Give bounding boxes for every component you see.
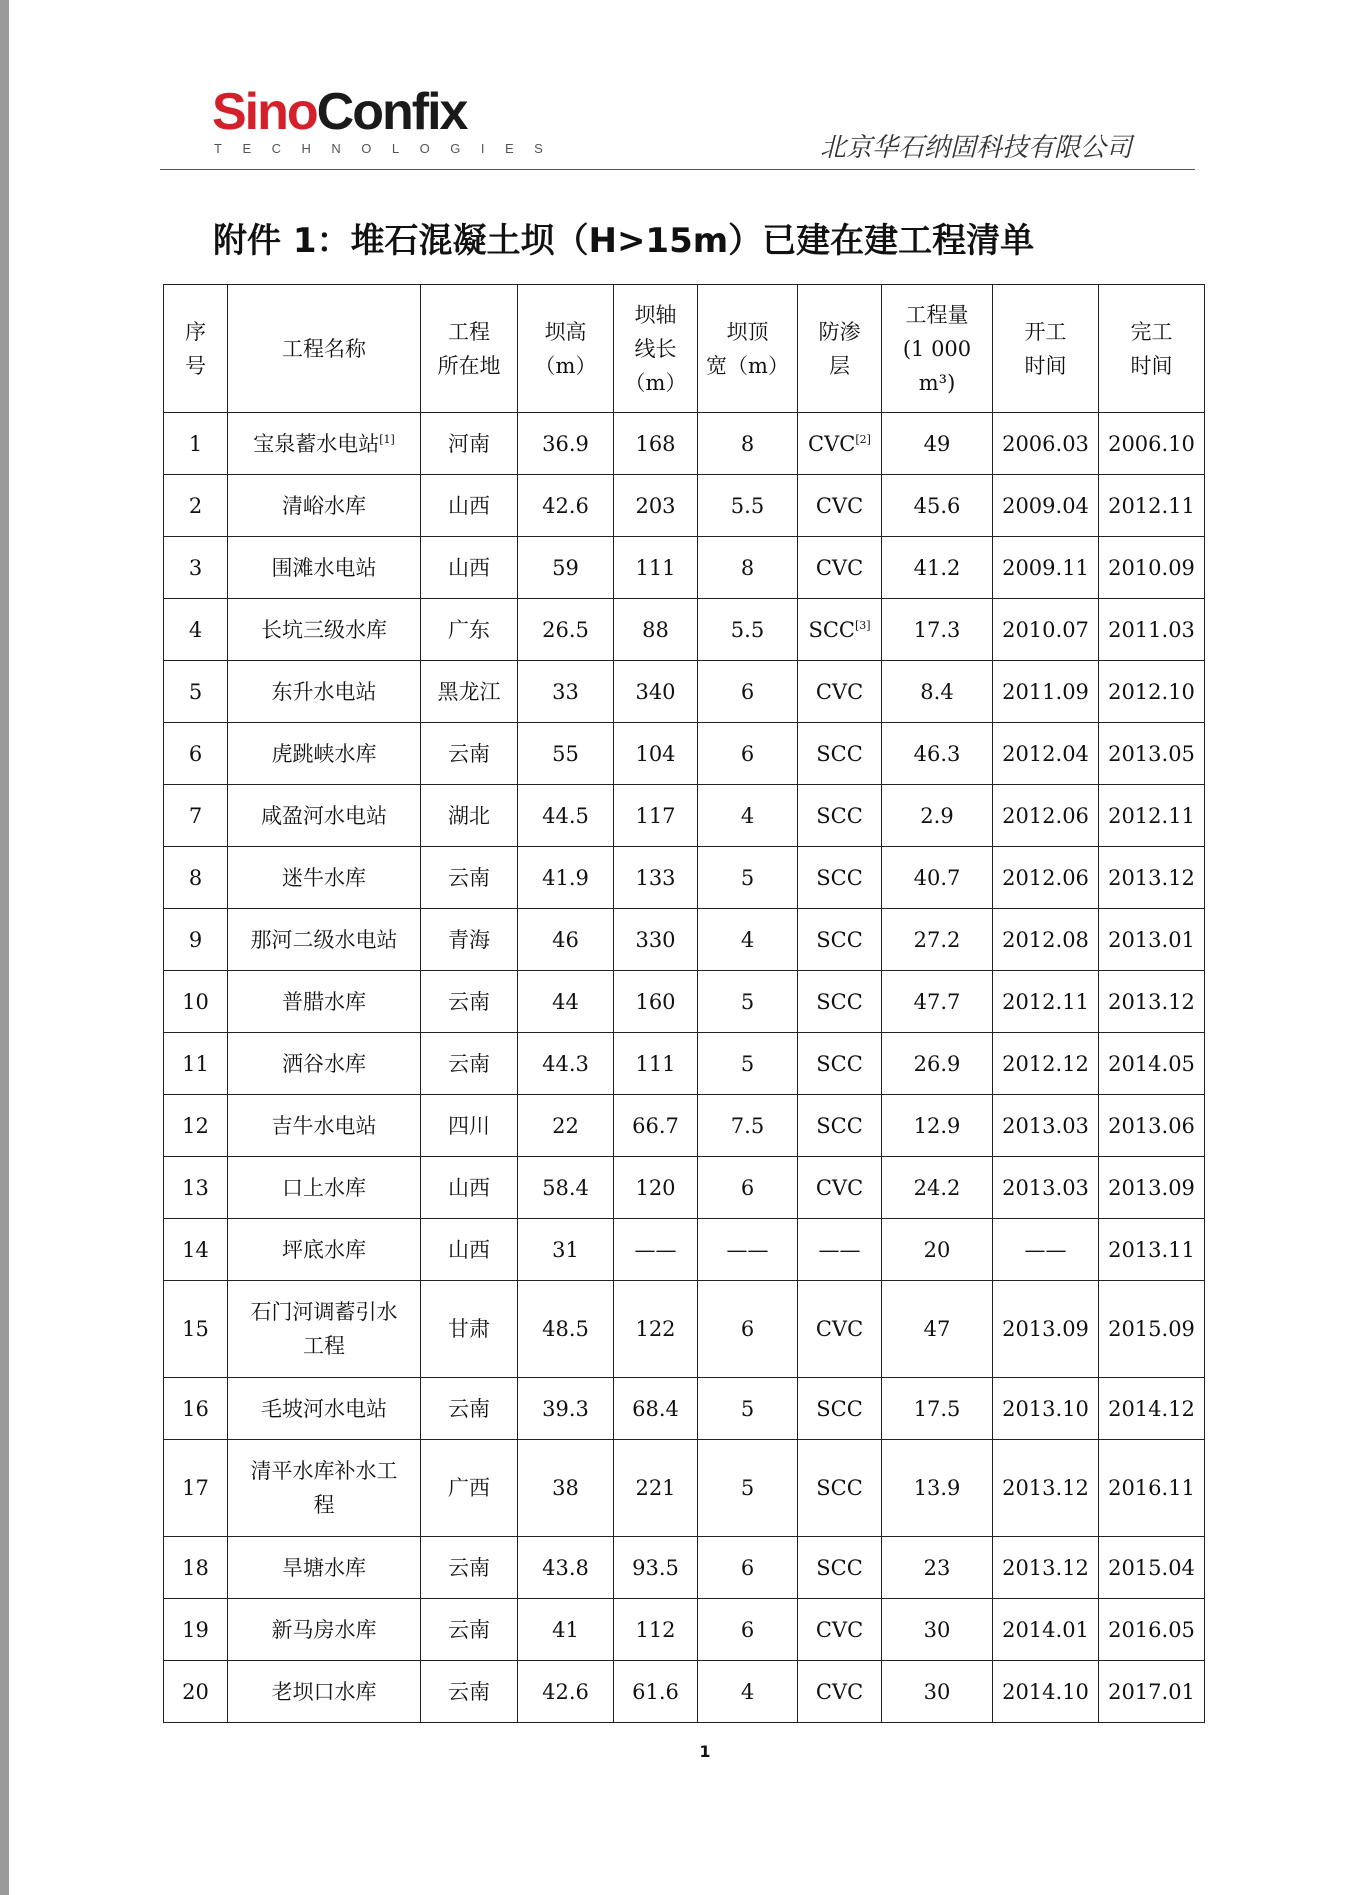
cell-location: 河南 bbox=[421, 413, 518, 475]
cell-seepage: SCC bbox=[798, 971, 882, 1033]
header-label: 宽（m） bbox=[706, 353, 789, 378]
cell-start: 2012.11 bbox=[993, 971, 1099, 1033]
cell-crest-width: 6 bbox=[698, 661, 798, 723]
header-label: 坝轴 bbox=[634, 302, 677, 327]
cell-axis-length: 122 bbox=[614, 1281, 698, 1378]
header-label: （m） bbox=[534, 353, 597, 378]
cell-axis-length: 221 bbox=[614, 1440, 698, 1537]
cell-start: —— bbox=[993, 1219, 1099, 1281]
table-row bbox=[164, 785, 1205, 847]
table-row bbox=[164, 1281, 1205, 1378]
cell-height: 41.9 bbox=[518, 847, 614, 909]
cell-axis-length: 111 bbox=[614, 537, 698, 599]
table-row bbox=[164, 909, 1205, 971]
cell-crest-width: 7.5 bbox=[698, 1095, 798, 1157]
cell-location: 云南 bbox=[421, 1537, 518, 1599]
cell-height: 26.5 bbox=[518, 599, 614, 661]
cell-crest-width: 5.5 bbox=[698, 475, 798, 537]
cell-start: 2013.09 bbox=[993, 1281, 1099, 1378]
cell-quantity: 45.6 bbox=[882, 475, 993, 537]
cell-location: 广西 bbox=[421, 1440, 518, 1537]
cell-location: 云南 bbox=[421, 1378, 518, 1440]
table-row bbox=[164, 1599, 1205, 1661]
cell-location: 云南 bbox=[421, 1661, 518, 1723]
cell-crest-width: —— bbox=[698, 1219, 798, 1281]
cell-axis-length: 68.4 bbox=[614, 1378, 698, 1440]
header-col-axis-length bbox=[614, 285, 698, 413]
cell-end: 2013.12 bbox=[1099, 847, 1205, 909]
cell-no: 13 bbox=[164, 1157, 228, 1219]
table-row bbox=[164, 971, 1205, 1033]
header-label: 层 bbox=[829, 353, 850, 378]
page-number: 1 bbox=[699, 1742, 711, 1761]
cell-location: 云南 bbox=[421, 847, 518, 909]
cell-axis-length: 168 bbox=[614, 413, 698, 475]
cell-seepage: SCC bbox=[798, 1537, 882, 1599]
cell-location: 山西 bbox=[421, 1219, 518, 1281]
header-label: 坝高 bbox=[544, 319, 587, 344]
table-row bbox=[164, 1033, 1205, 1095]
cell-height: 44.3 bbox=[518, 1033, 614, 1095]
cell-seepage: CVC bbox=[798, 1661, 882, 1723]
cell-end: 2014.05 bbox=[1099, 1033, 1205, 1095]
cell-name: 老坝口水库 bbox=[228, 1661, 421, 1723]
cell-quantity: 46.3 bbox=[882, 723, 993, 785]
cell-crest-width: 6 bbox=[698, 1537, 798, 1599]
cell-name: 宝泉蓄水电站[1] bbox=[228, 413, 421, 475]
table-row bbox=[164, 1219, 1205, 1281]
table-row bbox=[164, 413, 1205, 475]
cell-no: 3 bbox=[164, 537, 228, 599]
cell-start: 2013.12 bbox=[993, 1537, 1099, 1599]
cell-location: 山西 bbox=[421, 537, 518, 599]
sinoconfix-logo bbox=[212, 83, 564, 156]
cell-height: 41 bbox=[518, 1599, 614, 1661]
cell-no: 18 bbox=[164, 1537, 228, 1599]
header-label: 开工 bbox=[1024, 319, 1067, 344]
table-row bbox=[164, 537, 1205, 599]
cell-no: 5 bbox=[164, 661, 228, 723]
cell-end: 2013.09 bbox=[1099, 1157, 1205, 1219]
footnote-ref: [2] bbox=[855, 432, 871, 446]
cell-location: 湖北 bbox=[421, 785, 518, 847]
header-label: 坝顶 bbox=[726, 319, 769, 344]
cell-location: 云南 bbox=[421, 1599, 518, 1661]
cell-location: 云南 bbox=[421, 971, 518, 1033]
cell-end: 2016.05 bbox=[1099, 1599, 1205, 1661]
cell-height: 48.5 bbox=[518, 1281, 614, 1378]
logo-wordmark bbox=[212, 83, 563, 141]
cell-location: 云南 bbox=[421, 1033, 518, 1095]
cell-axis-length: 112 bbox=[614, 1599, 698, 1661]
cell-quantity: 17.3 bbox=[882, 599, 993, 661]
header-col-name bbox=[228, 285, 421, 413]
cell-axis-length: 61.6 bbox=[614, 1661, 698, 1723]
cell-no: 14 bbox=[164, 1219, 228, 1281]
cell-axis-length: —— bbox=[614, 1219, 698, 1281]
cell-no: 11 bbox=[164, 1033, 228, 1095]
table-row bbox=[164, 723, 1205, 785]
table-row bbox=[164, 1095, 1205, 1157]
header-col-start bbox=[993, 285, 1099, 413]
cell-location: 广东 bbox=[421, 599, 518, 661]
cell-seepage: SCC bbox=[798, 847, 882, 909]
cell-end: 2013.11 bbox=[1099, 1219, 1205, 1281]
cell-name: 口上水库 bbox=[228, 1157, 421, 1219]
cell-name: 清峪水库 bbox=[228, 475, 421, 537]
header-label: 所在地 bbox=[437, 353, 501, 378]
cell-quantity: 26.9 bbox=[882, 1033, 993, 1095]
cell-quantity: 30 bbox=[882, 1661, 993, 1723]
cell-crest-width: 5 bbox=[698, 1033, 798, 1095]
cell-end: 2013.01 bbox=[1099, 909, 1205, 971]
cell-start: 2006.03 bbox=[993, 413, 1099, 475]
cell-seepage: SCC bbox=[798, 1095, 882, 1157]
header-label: 工程量 bbox=[905, 302, 969, 327]
cell-start: 2013.03 bbox=[993, 1095, 1099, 1157]
cell-height: 22 bbox=[518, 1095, 614, 1157]
table-header-row bbox=[164, 285, 1205, 413]
cell-axis-length: 104 bbox=[614, 723, 698, 785]
cell-axis-length: 111 bbox=[614, 1033, 698, 1095]
cell-location: 青海 bbox=[421, 909, 518, 971]
cell-height: 55 bbox=[518, 723, 614, 785]
logo-subtitle: TECHNOLOGIES bbox=[214, 141, 564, 156]
cell-crest-width: 6 bbox=[698, 723, 798, 785]
cell-name: 新马房水库 bbox=[228, 1599, 421, 1661]
cell-crest-width: 8 bbox=[698, 537, 798, 599]
cell-end: 2016.11 bbox=[1099, 1440, 1205, 1537]
cell-crest-width: 5 bbox=[698, 971, 798, 1033]
cell-name: 东升水电站 bbox=[228, 661, 421, 723]
cell-quantity: 40.7 bbox=[882, 847, 993, 909]
cell-crest-width: 8 bbox=[698, 413, 798, 475]
header-label: 时间 bbox=[1130, 353, 1173, 378]
cell-end: 2012.11 bbox=[1099, 475, 1205, 537]
table-row bbox=[164, 1378, 1205, 1440]
cell-height: 39.3 bbox=[518, 1378, 614, 1440]
cell-name: 普腊水库 bbox=[228, 971, 421, 1033]
cell-start: 2013.10 bbox=[993, 1378, 1099, 1440]
header-label: 工程 bbox=[448, 319, 490, 344]
cell-start: 2013.12 bbox=[993, 1440, 1099, 1537]
cell-location: 黑龙江 bbox=[421, 661, 518, 723]
cell-crest-width: 4 bbox=[698, 909, 798, 971]
cell-crest-width: 6 bbox=[698, 1281, 798, 1378]
cell-axis-length: 120 bbox=[614, 1157, 698, 1219]
header-col-quantity bbox=[882, 285, 993, 413]
cell-height: 42.6 bbox=[518, 1661, 614, 1723]
cell-seepage: CVC[2] bbox=[798, 413, 882, 475]
cell-no: 10 bbox=[164, 971, 228, 1033]
cell-end: 2013.12 bbox=[1099, 971, 1205, 1033]
cell-seepage: SCC[3] bbox=[798, 599, 882, 661]
cell-quantity: 8.4 bbox=[882, 661, 993, 723]
cell-name: 石门河调蓄引水 工程 bbox=[228, 1281, 421, 1378]
cell-start: 2011.09 bbox=[993, 661, 1099, 723]
cell-quantity: 41.2 bbox=[882, 537, 993, 599]
cell-quantity: 23 bbox=[882, 1537, 993, 1599]
company-name: 北京华石纳固科技有限公司 bbox=[820, 133, 1133, 163]
cell-start: 2012.08 bbox=[993, 909, 1099, 971]
cell-seepage: CVC bbox=[798, 1157, 882, 1219]
cell-quantity: 30 bbox=[882, 1599, 993, 1661]
cell-seepage: —— bbox=[798, 1219, 882, 1281]
cell-axis-length: 340 bbox=[614, 661, 698, 723]
cell-name: 清平水库补水工 程 bbox=[228, 1440, 421, 1537]
page-edge-bar bbox=[0, 0, 9, 1895]
cell-no: 4 bbox=[164, 599, 228, 661]
cell-no: 17 bbox=[164, 1440, 228, 1537]
cell-end: 2015.04 bbox=[1099, 1537, 1205, 1599]
cell-start: 2014.10 bbox=[993, 1661, 1099, 1723]
cell-name: 咸盈河水电站 bbox=[228, 785, 421, 847]
cell-seepage: SCC bbox=[798, 785, 882, 847]
header-col-no bbox=[164, 285, 228, 413]
cell-start: 2013.03 bbox=[993, 1157, 1099, 1219]
table-body bbox=[164, 413, 1205, 1723]
cell-quantity: 2.9 bbox=[882, 785, 993, 847]
table-row bbox=[164, 1440, 1205, 1537]
header-label: 防渗 bbox=[818, 319, 861, 344]
cell-end: 2014.12 bbox=[1099, 1378, 1205, 1440]
cell-axis-length: 160 bbox=[614, 971, 698, 1033]
footnote-ref: [3] bbox=[854, 618, 871, 632]
cell-crest-width: 4 bbox=[698, 785, 798, 847]
cell-crest-width: 5 bbox=[698, 847, 798, 909]
cell-start: 2012.06 bbox=[993, 847, 1099, 909]
cell-crest-width: 6 bbox=[698, 1157, 798, 1219]
cell-height: 44.5 bbox=[518, 785, 614, 847]
cell-height: 58.4 bbox=[518, 1157, 614, 1219]
cell-location: 山西 bbox=[421, 1157, 518, 1219]
cell-location: 四川 bbox=[421, 1095, 518, 1157]
cell-name: 那河二级水电站 bbox=[228, 909, 421, 971]
table-row bbox=[164, 847, 1205, 909]
cell-name: 长坑三级水库 bbox=[228, 599, 421, 661]
cell-no: 7 bbox=[164, 785, 228, 847]
cell-height: 36.9 bbox=[518, 413, 614, 475]
cell-start: 2010.07 bbox=[993, 599, 1099, 661]
header-label: 号 bbox=[185, 353, 206, 378]
table-row bbox=[164, 1661, 1205, 1723]
cell-axis-length: 330 bbox=[614, 909, 698, 971]
cell-height: 44 bbox=[518, 971, 614, 1033]
footnote-ref: [1] bbox=[379, 432, 395, 446]
table-row bbox=[164, 475, 1205, 537]
table-row bbox=[164, 1537, 1205, 1599]
cell-location: 云南 bbox=[421, 723, 518, 785]
cell-axis-length: 88 bbox=[614, 599, 698, 661]
cell-start: 2012.12 bbox=[993, 1033, 1099, 1095]
cell-name: 吉牛水电站 bbox=[228, 1095, 421, 1157]
cell-quantity: 12.9 bbox=[882, 1095, 993, 1157]
header-label: 工程名称 bbox=[282, 336, 366, 361]
cell-end: 2011.03 bbox=[1099, 599, 1205, 661]
header-label: （m） bbox=[624, 370, 687, 395]
cell-seepage: CVC bbox=[798, 537, 882, 599]
cell-axis-length: 66.7 bbox=[614, 1095, 698, 1157]
cell-start: 2009.11 bbox=[993, 537, 1099, 599]
cell-name: 坪底水库 bbox=[228, 1219, 421, 1281]
cell-axis-length: 117 bbox=[614, 785, 698, 847]
cell-crest-width: 5.5 bbox=[698, 599, 798, 661]
cell-no: 9 bbox=[164, 909, 228, 971]
cell-name: 洒谷水库 bbox=[228, 1033, 421, 1095]
cell-no: 1 bbox=[164, 413, 228, 475]
cell-seepage: SCC bbox=[798, 909, 882, 971]
header-divider bbox=[160, 169, 1195, 170]
logo-confix-text: Confix bbox=[316, 83, 467, 141]
cell-no: 16 bbox=[164, 1378, 228, 1440]
cell-crest-width: 5 bbox=[698, 1378, 798, 1440]
cell-end: 2006.10 bbox=[1099, 413, 1205, 475]
header-label: m³) bbox=[918, 370, 956, 395]
cell-quantity: 27.2 bbox=[882, 909, 993, 971]
cell-height: 31 bbox=[518, 1219, 614, 1281]
cell-end: 2013.05 bbox=[1099, 723, 1205, 785]
header-label: 线长 bbox=[634, 336, 677, 361]
cell-seepage: CVC bbox=[798, 661, 882, 723]
header-label: 完工 bbox=[1130, 319, 1173, 344]
cell-name: 虎跳峡水库 bbox=[228, 723, 421, 785]
cell-no: 19 bbox=[164, 1599, 228, 1661]
cell-start: 2009.04 bbox=[993, 475, 1099, 537]
cell-end: 2010.09 bbox=[1099, 537, 1205, 599]
cell-axis-length: 93.5 bbox=[614, 1537, 698, 1599]
document-title: 附件 1：堆石混凝土坝（H>15m）已建在建工程清单 bbox=[213, 221, 1035, 261]
cell-seepage: SCC bbox=[798, 723, 882, 785]
cell-height: 33 bbox=[518, 661, 614, 723]
cell-location: 山西 bbox=[421, 475, 518, 537]
cell-start: 2012.04 bbox=[993, 723, 1099, 785]
cell-name: 旱塘水库 bbox=[228, 1537, 421, 1599]
cell-name: 围滩水电站 bbox=[228, 537, 421, 599]
cell-location: 甘肃 bbox=[421, 1281, 518, 1378]
header-col-height bbox=[518, 285, 614, 413]
cell-crest-width: 5 bbox=[698, 1440, 798, 1537]
cell-axis-length: 133 bbox=[614, 847, 698, 909]
cell-quantity: 17.5 bbox=[882, 1378, 993, 1440]
cell-end: 2012.10 bbox=[1099, 661, 1205, 723]
header-col-crest-width bbox=[698, 285, 798, 413]
cell-no: 12 bbox=[164, 1095, 228, 1157]
cell-no: 6 bbox=[164, 723, 228, 785]
cell-end: 2015.09 bbox=[1099, 1281, 1205, 1378]
cell-seepage: SCC bbox=[798, 1033, 882, 1095]
cell-start: 2012.06 bbox=[993, 785, 1099, 847]
cell-quantity: 24.2 bbox=[882, 1157, 993, 1219]
cell-start: 2014.01 bbox=[993, 1599, 1099, 1661]
header-col-seepage bbox=[798, 285, 882, 413]
cell-no: 2 bbox=[164, 475, 228, 537]
cell-name: 毛坡河水电站 bbox=[228, 1378, 421, 1440]
cell-quantity: 20 bbox=[882, 1219, 993, 1281]
cell-seepage: CVC bbox=[798, 1281, 882, 1378]
table-row bbox=[164, 661, 1205, 723]
cell-quantity: 47 bbox=[882, 1281, 993, 1378]
cell-crest-width: 4 bbox=[698, 1661, 798, 1723]
cell-crest-width: 6 bbox=[698, 1599, 798, 1661]
project-table bbox=[163, 284, 1205, 1723]
cell-quantity: 47.7 bbox=[882, 971, 993, 1033]
logo-sino-text: Sino bbox=[212, 83, 317, 141]
cell-no: 8 bbox=[164, 847, 228, 909]
cell-quantity: 49 bbox=[882, 413, 993, 475]
cell-end: 2017.01 bbox=[1099, 1661, 1205, 1723]
cell-height: 59 bbox=[518, 537, 614, 599]
cell-height: 43.8 bbox=[518, 1537, 614, 1599]
cell-no: 20 bbox=[164, 1661, 228, 1723]
header-col-location bbox=[421, 285, 518, 413]
cell-seepage: SCC bbox=[798, 1440, 882, 1537]
cell-height: 38 bbox=[518, 1440, 614, 1537]
table-row bbox=[164, 599, 1205, 661]
cell-no: 15 bbox=[164, 1281, 228, 1378]
cell-end: 2012.11 bbox=[1099, 785, 1205, 847]
cell-seepage: CVC bbox=[798, 475, 882, 537]
cell-axis-length: 203 bbox=[614, 475, 698, 537]
header-label: 序 bbox=[185, 319, 206, 344]
cell-seepage: CVC bbox=[798, 1599, 882, 1661]
cell-name: 迷牛水库 bbox=[228, 847, 421, 909]
header-label: 时间 bbox=[1024, 353, 1067, 378]
cell-seepage: SCC bbox=[798, 1378, 882, 1440]
cell-end: 2013.06 bbox=[1099, 1095, 1205, 1157]
table-row bbox=[164, 1157, 1205, 1219]
header-label: (1 000 bbox=[902, 336, 972, 361]
header-col-end bbox=[1099, 285, 1205, 413]
cell-quantity: 13.9 bbox=[882, 1440, 993, 1537]
cell-height: 42.6 bbox=[518, 475, 614, 537]
cell-height: 46 bbox=[518, 909, 614, 971]
